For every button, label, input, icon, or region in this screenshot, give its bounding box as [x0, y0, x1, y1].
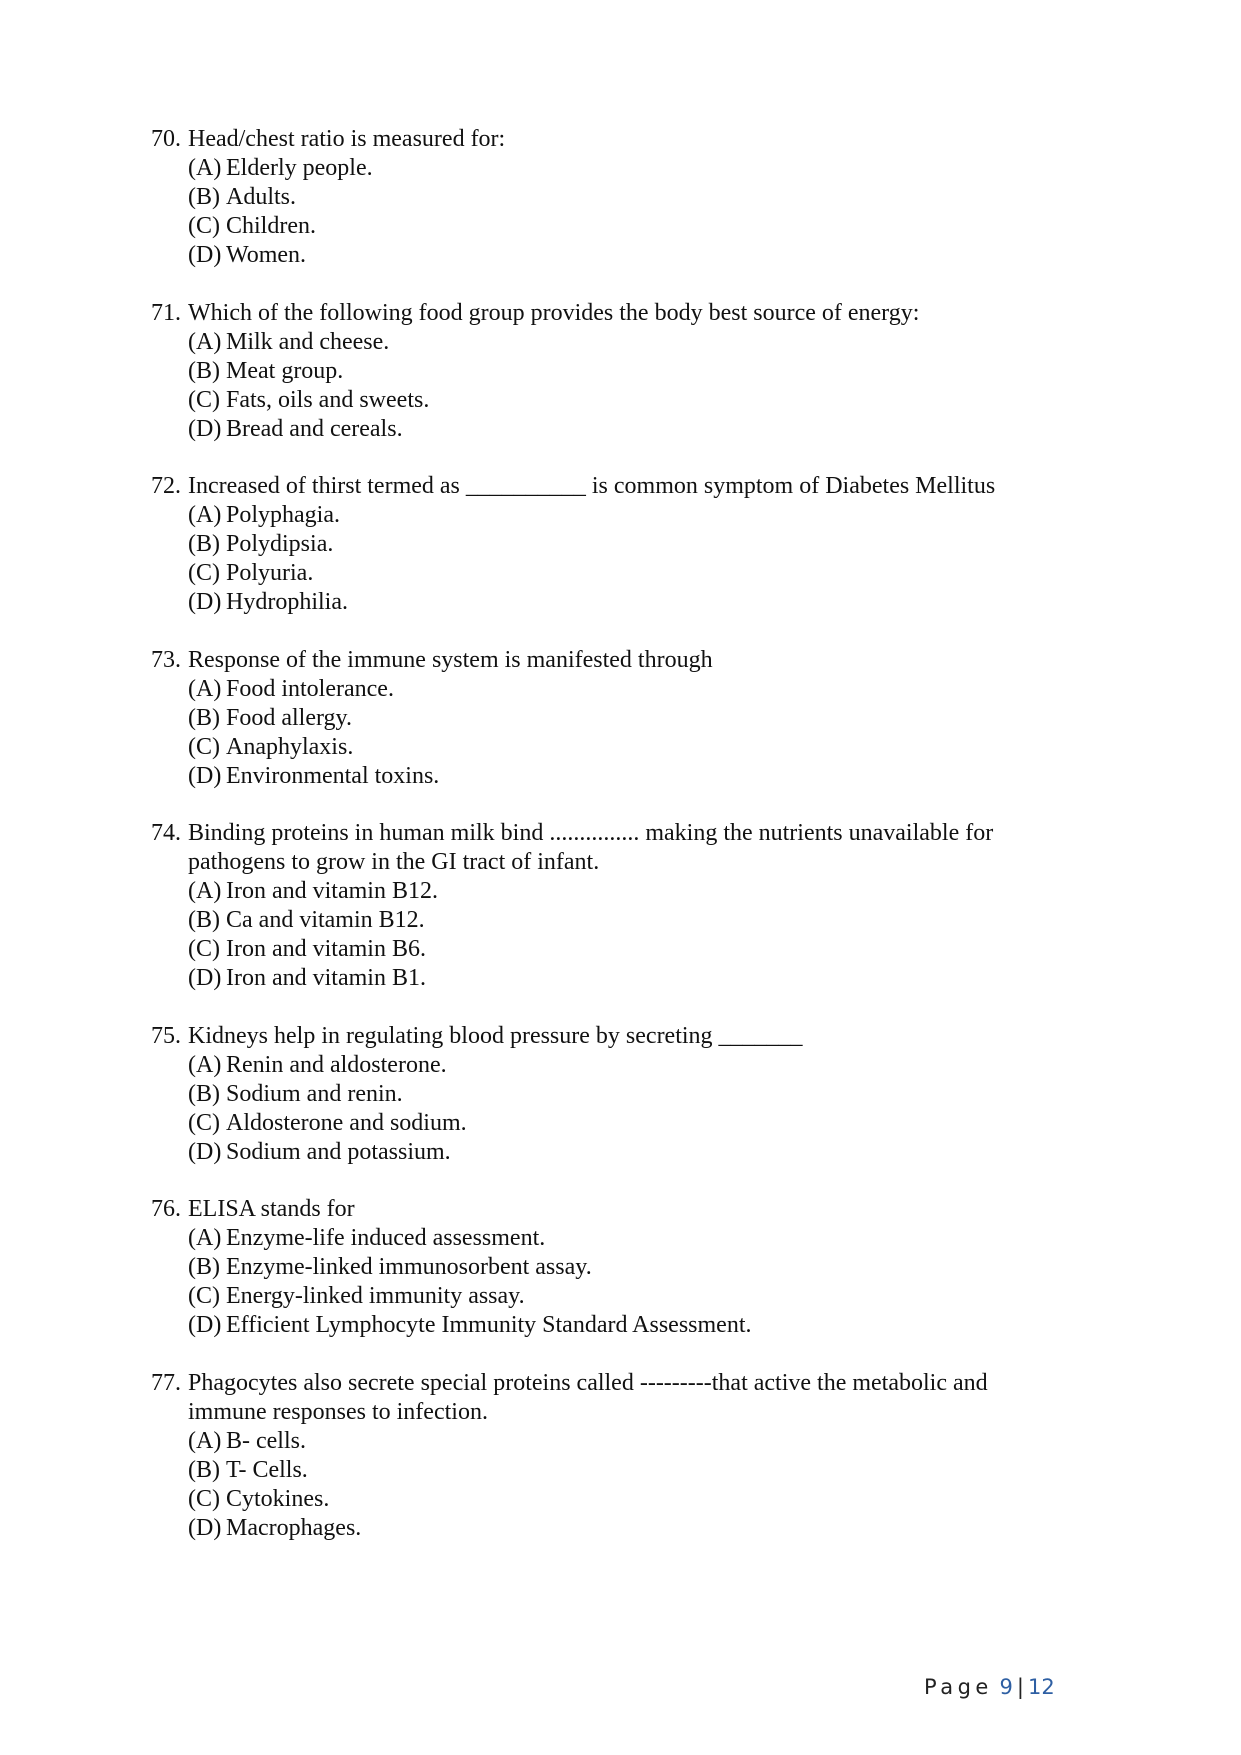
question-text: Kidneys help in regulating blood pressure by secreting _______: [188, 1022, 803, 1049]
answer-options: [151, 877, 1051, 993]
answer-option: [188, 154, 1051, 183]
question-text-continuation: pathogens to grow in the GI tract of infant.: [188, 849, 600, 875]
page-separator: |: [1016, 1675, 1024, 1699]
answer-options: [151, 154, 1051, 270]
question-text-continuation: immune responses to infection.: [188, 1398, 488, 1425]
option-text: Ca and vitamin B12.: [226, 907, 425, 933]
question-number: 71.: [151, 299, 181, 326]
answer-option: [188, 328, 1051, 357]
answer-option: [188, 1282, 1051, 1311]
option-text: Anaphylaxis.: [226, 733, 354, 760]
answer-option: [188, 212, 1051, 241]
option-text: Renin and aldosterone.: [226, 1051, 447, 1078]
option-text: Milk and cheese.: [226, 328, 390, 355]
option-letter: (B): [188, 1080, 220, 1107]
answer-options: [151, 501, 1051, 617]
question-number: 70.: [151, 126, 181, 152]
option-letter: (B): [188, 704, 220, 731]
option-text: Energy-linked immunity assay.: [226, 1283, 525, 1309]
option-letter: (D): [188, 1514, 222, 1541]
question-text: Response of the immune system is manifested through: [188, 646, 713, 673]
question-item: [151, 819, 1051, 993]
option-text: Elderly people.: [226, 155, 373, 181]
option-letter: (A): [188, 1225, 222, 1251]
answer-option: [188, 906, 1051, 935]
question-item: [151, 1022, 1051, 1167]
option-letter: (D): [188, 1138, 222, 1165]
question-text: Which of the following food group provides the body best source of energy:: [188, 299, 920, 326]
question-text: Increased of thirst termed as __________ is common symptom of Diabetes Mellitus: [188, 473, 996, 499]
answer-option: [188, 1253, 1051, 1282]
question-text: ELISA stands for: [188, 1196, 355, 1222]
question-number: 74.: [151, 820, 181, 846]
question-number: 73.: [151, 646, 181, 673]
option-letter: (C): [188, 560, 220, 586]
option-text: Iron and vitamin B12.: [226, 878, 438, 904]
option-letter: (C): [188, 733, 220, 760]
question-stem: [151, 125, 1051, 154]
option-letter: (B): [188, 1254, 220, 1280]
option-letter: (C): [188, 386, 220, 413]
option-letter: (D): [188, 242, 222, 268]
question-list: [151, 125, 1051, 1571]
option-letter: (B): [188, 531, 220, 557]
option-text: Women.: [226, 242, 307, 268]
option-text: Sodium and renin.: [226, 1080, 403, 1107]
option-text: Enzyme-life induced assessment.: [226, 1225, 546, 1251]
option-letter: (A): [188, 1427, 222, 1454]
question-stem: [151, 299, 1051, 328]
answer-options: [151, 1224, 1051, 1340]
current-page-number: 9: [999, 1675, 1013, 1699]
option-letter: (D): [188, 762, 222, 789]
answer-option: [188, 675, 1051, 704]
option-letter: (B): [188, 907, 220, 933]
answer-option: [188, 935, 1051, 964]
option-letter: (A): [188, 878, 222, 904]
option-letter: (C): [188, 1109, 220, 1136]
option-letter: (C): [188, 1283, 220, 1309]
option-text: Polyuria.: [226, 560, 314, 586]
answer-option: [188, 1051, 1051, 1080]
question-item: [151, 646, 1051, 791]
answer-option: [188, 501, 1051, 530]
answer-option: [188, 964, 1051, 993]
answer-option: [188, 183, 1051, 212]
answer-option: [188, 357, 1051, 386]
option-text: B- cells.: [226, 1427, 306, 1454]
question-number: 76.: [151, 1196, 181, 1222]
option-text: Children.: [226, 213, 316, 239]
option-letter: (D): [188, 965, 222, 991]
answer-option: [188, 1311, 1051, 1340]
question-text: Head/chest ratio is measured for:: [188, 126, 506, 152]
question-item: [151, 1369, 1051, 1543]
answer-option: [188, 241, 1051, 270]
answer-option: [188, 1427, 1051, 1456]
option-letter: (C): [188, 1485, 220, 1512]
answer-option: [188, 530, 1051, 559]
question-number: 72.: [151, 473, 181, 499]
option-letter: (D): [188, 415, 222, 442]
option-letter: (A): [188, 502, 222, 528]
answer-option: [188, 1224, 1051, 1253]
answer-option: [188, 1456, 1051, 1485]
page-word: Page: [924, 1675, 993, 1699]
answer-option: [188, 415, 1051, 444]
option-letter: (A): [188, 155, 222, 181]
answer-options: [151, 675, 1051, 791]
option-text: Meat group.: [226, 357, 344, 384]
page-footer: [924, 1674, 1055, 1700]
option-letter: (A): [188, 1051, 222, 1078]
option-letter: (D): [188, 1312, 222, 1338]
option-text: Food intolerance.: [226, 675, 394, 702]
option-text: Iron and vitamin B1.: [226, 965, 426, 991]
answer-option: [188, 733, 1051, 762]
answer-option: [188, 1109, 1051, 1138]
question-item: [151, 125, 1051, 270]
answer-option: [188, 559, 1051, 588]
option-letter: (D): [188, 589, 222, 615]
option-text: Polyphagia.: [226, 502, 340, 528]
option-text: Environmental toxins.: [226, 762, 440, 789]
option-letter: (C): [188, 936, 220, 962]
answer-option: [188, 588, 1051, 617]
option-letter: (A): [188, 675, 222, 702]
question-text: Phagocytes also secrete special proteins called ---------that active the metabolic and: [188, 1369, 988, 1396]
option-text: Sodium and potassium.: [226, 1138, 451, 1165]
answer-option: [188, 1514, 1051, 1543]
option-text: Cytokines.: [226, 1485, 330, 1512]
answer-options: [151, 1427, 1051, 1543]
question-stem: [151, 1022, 1051, 1051]
question-item: [151, 472, 1051, 617]
option-letter: (A): [188, 328, 222, 355]
question-item: [151, 299, 1051, 444]
option-text: Macrophages.: [226, 1514, 362, 1541]
option-text: Aldosterone and sodium.: [226, 1109, 467, 1136]
option-text: Enzyme-linked immunosorbent assay.: [226, 1254, 592, 1280]
option-text: Hydrophilia.: [226, 589, 348, 615]
option-text: Efficient Lymphocyte Immunity Standard Assessment.: [226, 1312, 752, 1338]
option-text: Fats, oils and sweets.: [226, 386, 430, 413]
total-pages-number: 12: [1027, 1675, 1055, 1699]
question-number: 77.: [151, 1369, 181, 1396]
option-text: Polydipsia.: [226, 531, 334, 557]
question-number: 75.: [151, 1022, 181, 1049]
option-letter: (C): [188, 213, 220, 239]
answer-options: [151, 1051, 1051, 1167]
option-text: Food allergy.: [226, 704, 352, 731]
question-stem: [151, 1369, 1051, 1398]
option-text: T- Cells.: [226, 1456, 308, 1483]
answer-option: [188, 1080, 1051, 1109]
answer-option: [188, 386, 1051, 415]
option-letter: (B): [188, 1456, 220, 1483]
question-stem: [151, 1195, 1051, 1224]
question-item: [151, 1195, 1051, 1340]
answer-option: [188, 877, 1051, 906]
answer-option: [188, 762, 1051, 791]
answer-options: [151, 328, 1051, 444]
question-stem: [151, 472, 1051, 501]
option-letter: (B): [188, 357, 220, 384]
answer-option: [188, 704, 1051, 733]
option-text: Adults.: [226, 184, 297, 210]
option-text: Iron and vitamin B6.: [226, 936, 426, 962]
option-text: Bread and cereals.: [226, 415, 403, 442]
answer-option: [188, 1485, 1051, 1514]
option-letter: (B): [188, 184, 220, 210]
question-stem: [151, 819, 1051, 848]
question-stem: [151, 646, 1051, 675]
question-text: Binding proteins in human milk bind ............... making the nutrients unavailable for: [188, 820, 994, 846]
answer-option: [188, 1138, 1051, 1167]
